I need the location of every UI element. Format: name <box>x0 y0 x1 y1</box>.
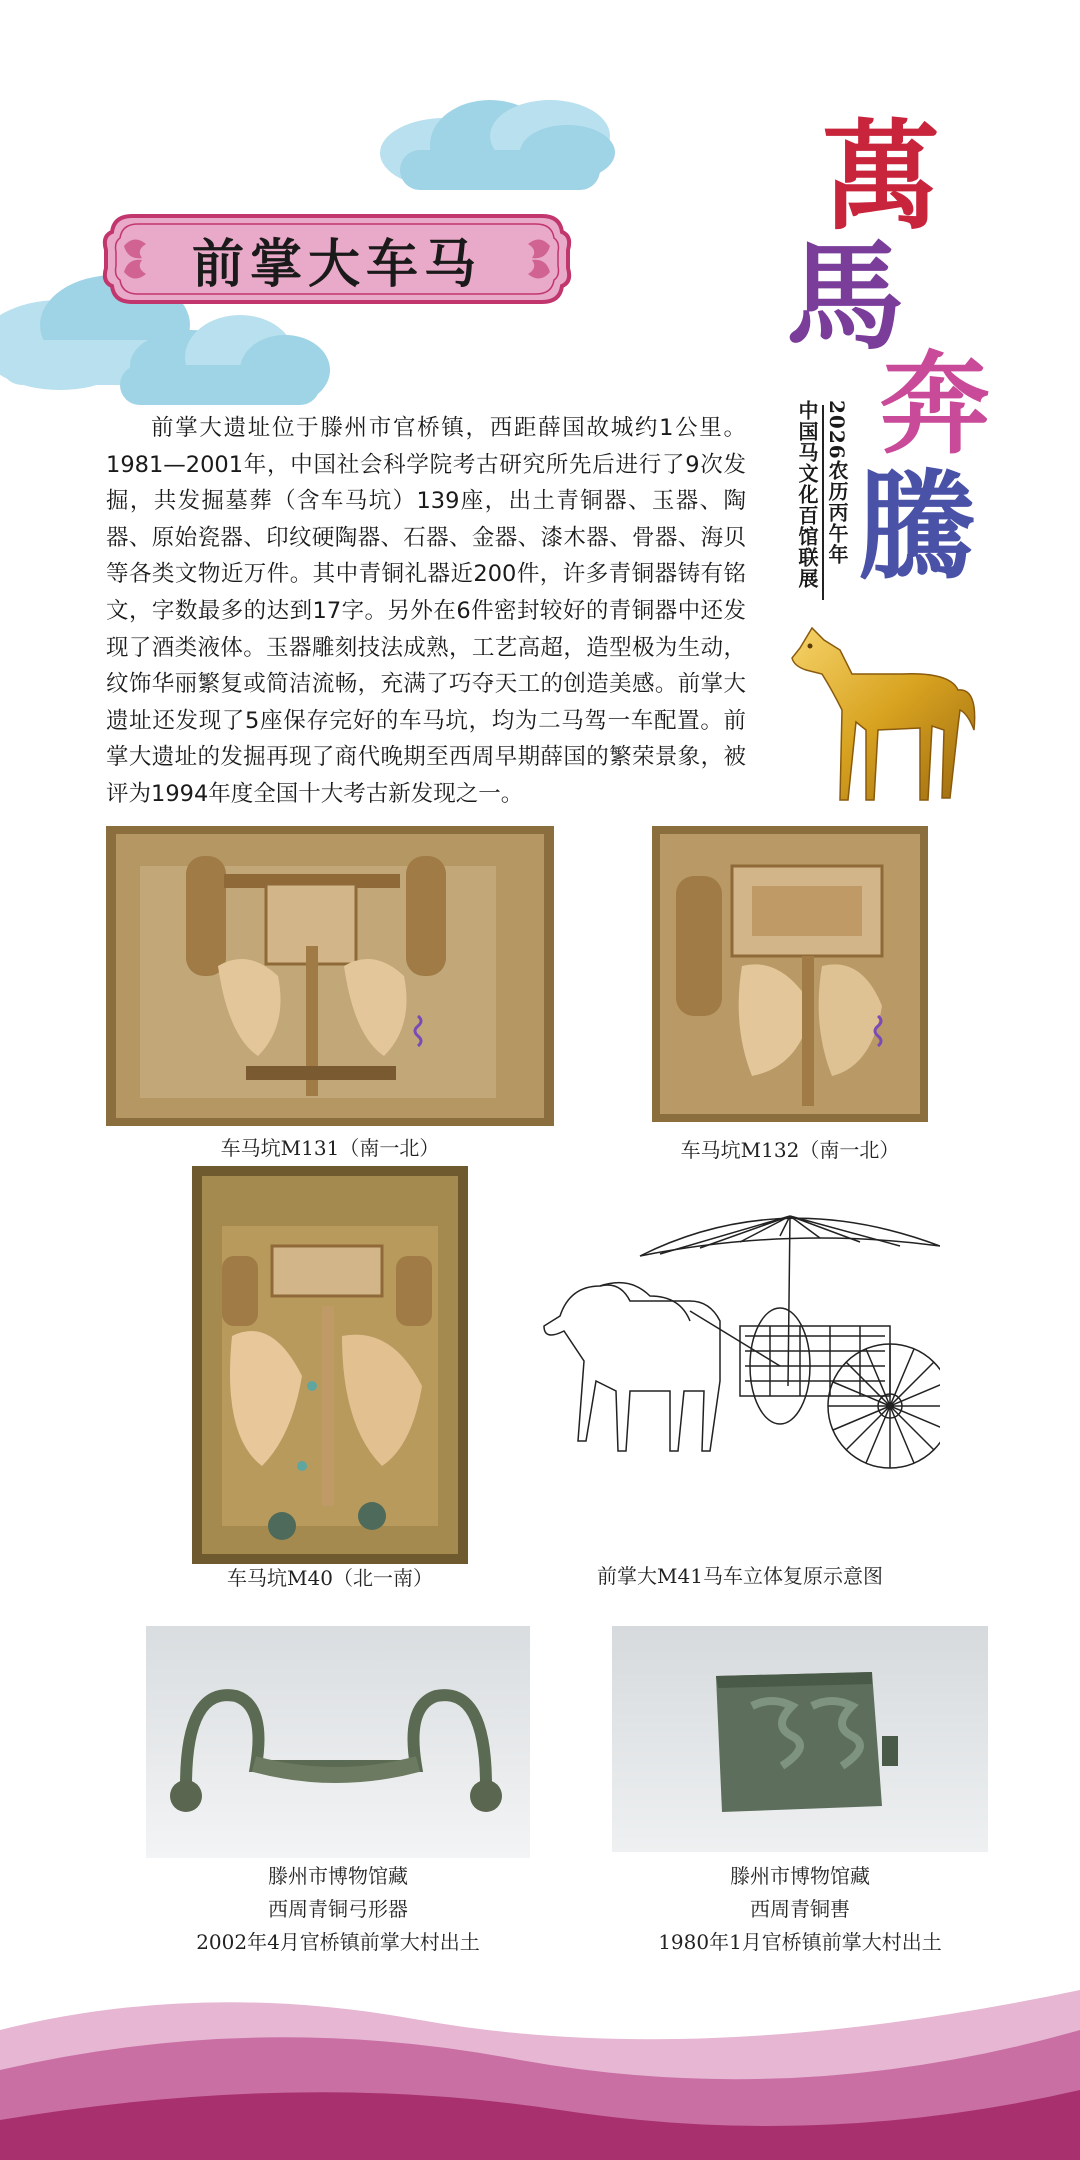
emblem-subtitle-exhibit: 中国马文化百馆联展 <box>795 400 819 589</box>
photo-bronze-axle-artifact <box>612 1626 988 1852</box>
emblem-char-ben: 奔 <box>880 340 990 469</box>
emblem-subtitle-year: 2026农历丙午年 <box>825 400 849 565</box>
photo-bronze-bow-shaped-artifact <box>146 1626 530 1858</box>
caption-axle-line1: 滕州市博物馆藏 <box>730 1864 870 1888</box>
caption-axle-line3: 1980年1月官桥镇前掌大村出土 <box>658 1930 942 1954</box>
emblem-divider <box>822 405 824 600</box>
golden-horse-figure <box>782 610 982 810</box>
page-title: 前掌大车马 <box>191 234 482 295</box>
photo-pit-m131 <box>106 826 554 1126</box>
caption-m41-drawing: 前掌大M41马车立体复原示意图 <box>597 1564 883 1588</box>
chariot-reconstruction-drawing <box>540 1196 940 1496</box>
caption-bow-line3: 2002年4月官桥镇前掌大村出土 <box>196 1930 480 1954</box>
emblem-char-wan: 萬 <box>822 107 941 246</box>
photo-pit-m132 <box>652 826 928 1122</box>
caption-bow-artifact <box>126 1860 550 1959</box>
caption-m132: 车马坑M132（南一北） <box>680 1138 900 1162</box>
caption-axle-line2: 西周青铜軎 <box>750 1897 850 1921</box>
bottom-wave-decoration <box>0 1960 1080 2160</box>
caption-m131: 车马坑M131（南一北） <box>220 1136 440 1160</box>
caption-m40: 车马坑M40（北一南） <box>227 1566 433 1590</box>
emblem-char-ma: 馬 <box>786 227 905 366</box>
photo-pit-m40 <box>192 1166 468 1564</box>
intro-paragraph: 前掌大遗址位于滕州市官桥镇，西距薛国故城约1公里。1981—2001年，中国社会科学院考古研究所先后进行了9次发掘，共发掘墓葬（含车马坑）139座，出土青铜器、玉器、陶器、原始瓷器、印纹硬陶器、石器、金器、漆木器、骨器、海贝等各类文物近万件。其中青铜礼器近200件，许多青铜器铸有铭文，字数最多的达到17字。另外在6件密封较好的青铜器中还发现了酒类液体。玉器雕刻技法成熟，工艺高超，造型极为生动，纹饰华丽繁复或简洁流畅，充满了巧夺天工的创造美感。前掌大遗址还发现了5座保存完好的车马坑，均为二马驾一车配置。前掌大遗址的发掘再现了商代晚期至西周早期薛国的繁荣景象，被评为1994年度全国十大考古新发现之一。 <box>106 415 746 807</box>
caption-bow-line2: 西周青铜弓形器 <box>268 1897 408 1921</box>
caption-bow-line1: 滕州市博物馆藏 <box>268 1864 408 1888</box>
emblem-char-teng: 騰 <box>858 457 977 596</box>
caption-axle-artifact <box>600 1860 1000 1959</box>
